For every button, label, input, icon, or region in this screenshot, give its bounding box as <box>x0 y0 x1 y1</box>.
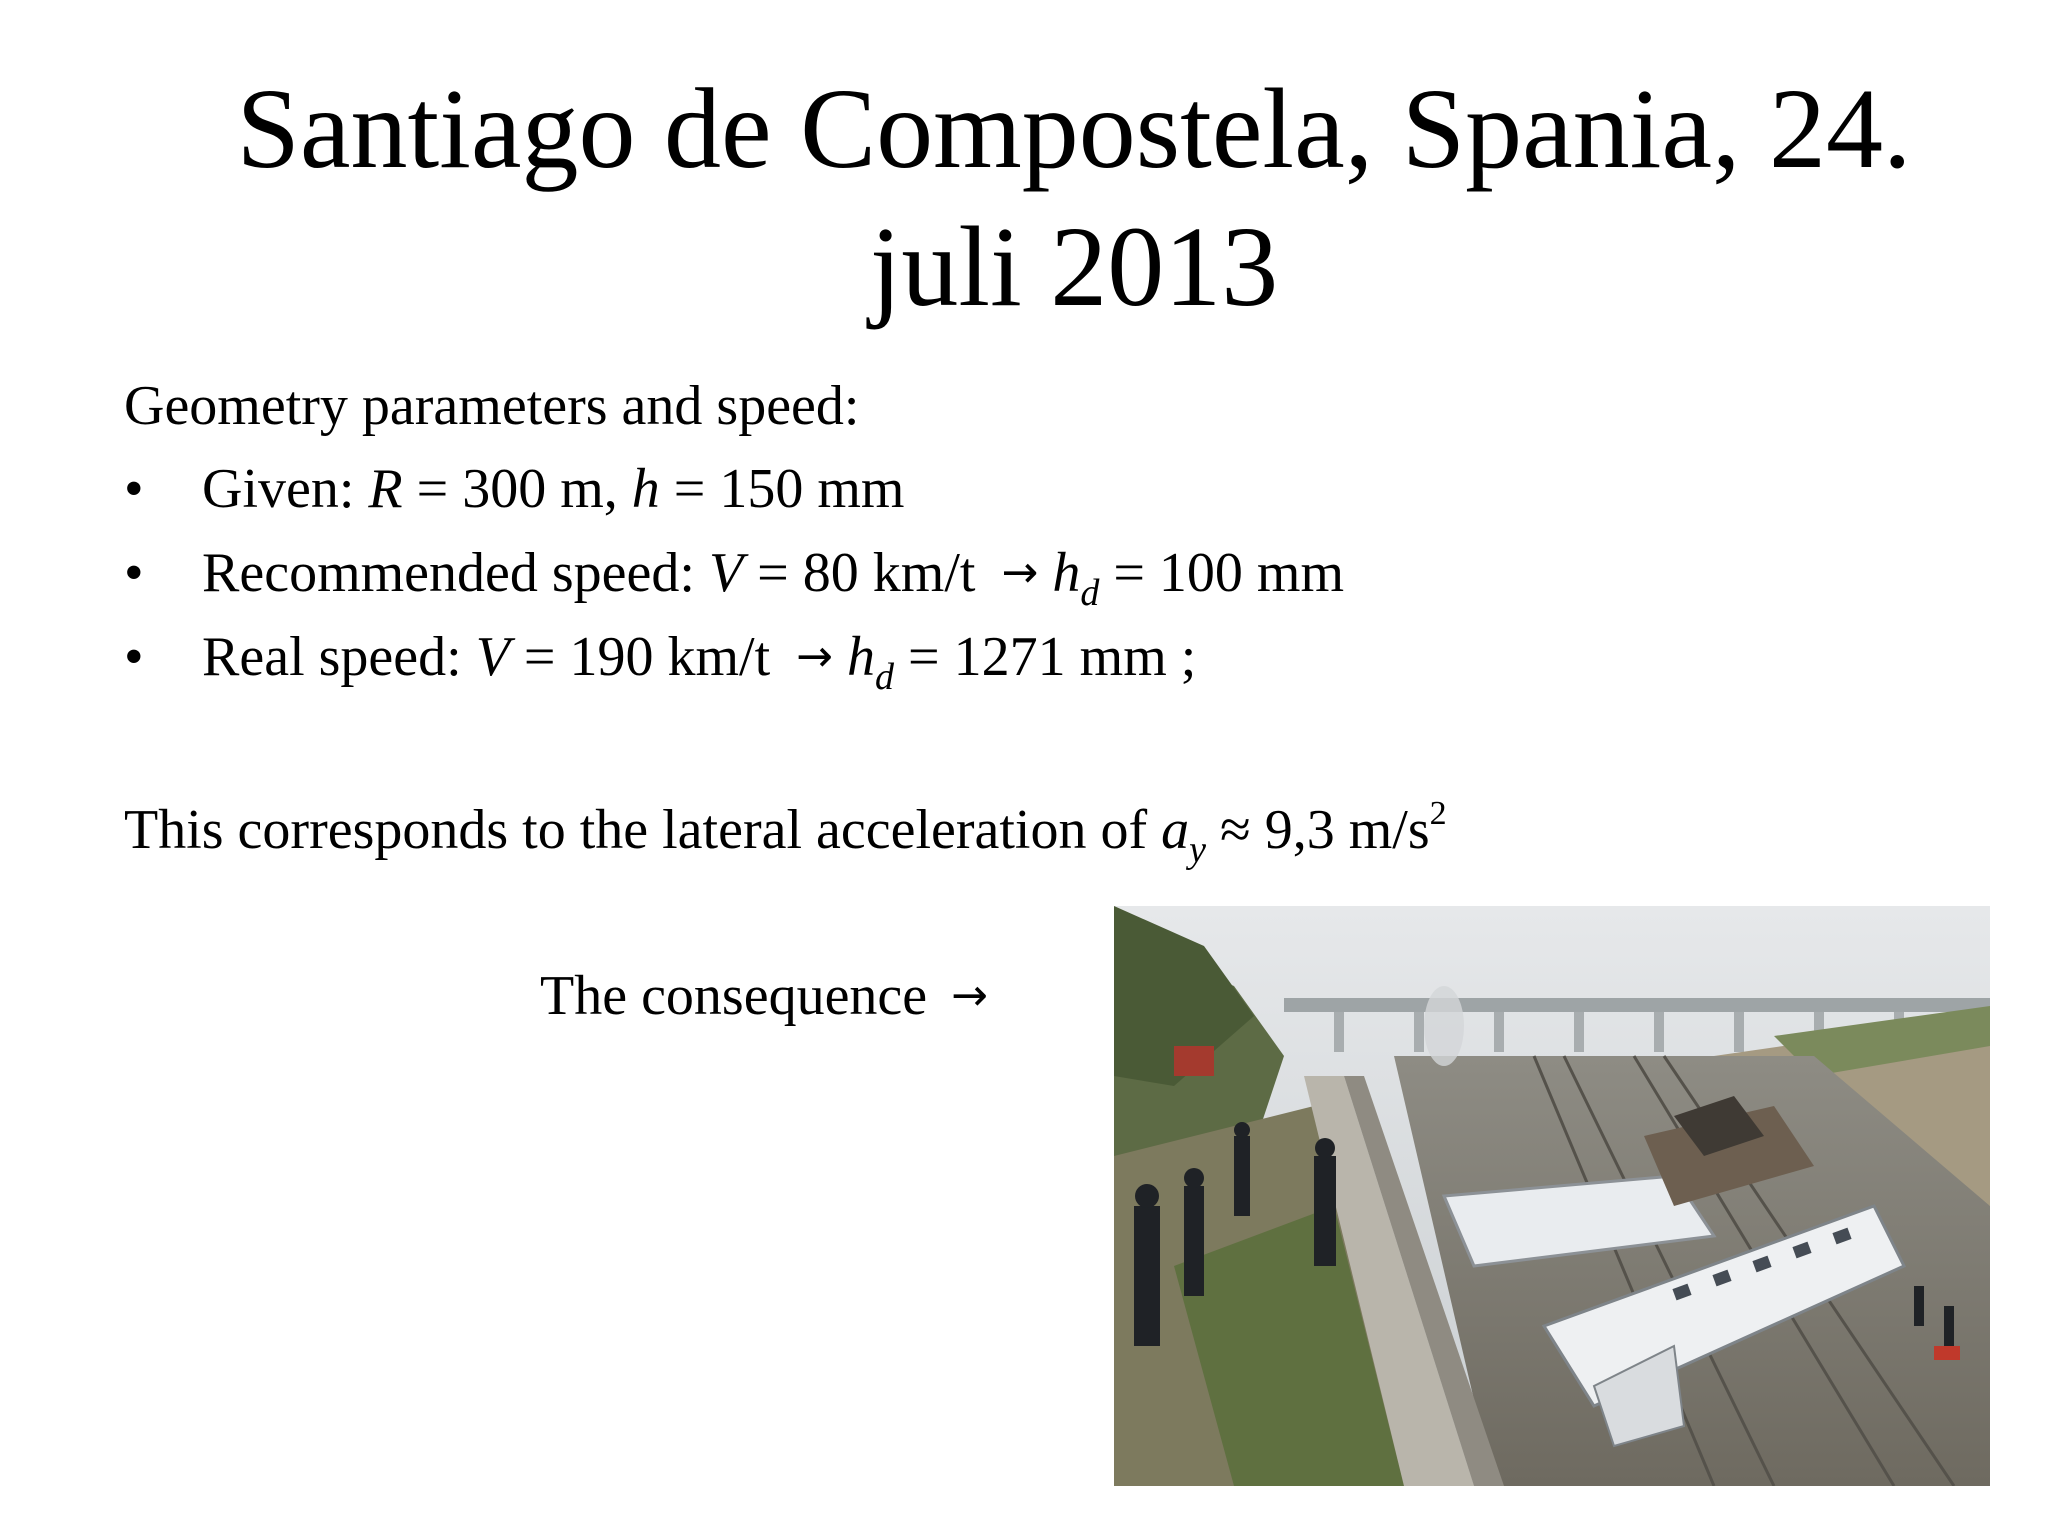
bullet-dot: • <box>124 542 144 604</box>
derailment-photo <box>1114 906 1990 1486</box>
cant-deficiency-variable: h <box>847 626 876 688</box>
cant-deficiency-variable: h <box>1052 542 1081 604</box>
bullet-given <box>124 455 1344 539</box>
radius-variable: R <box>368 458 403 520</box>
slide-title-line-1: Santiago de Compostela, Spania, 24. <box>236 65 1912 192</box>
consequence-label <box>540 962 988 1034</box>
recommended-prefix: Recommended speed: <box>202 542 709 604</box>
right-arrow-icon: → <box>1001 547 1039 598</box>
acceleration-subscript: y <box>1189 829 1206 871</box>
section-heading: Geometry parameters and speed: <box>124 375 860 437</box>
bullet-dot: • <box>124 458 144 520</box>
bullet-list <box>124 455 1344 707</box>
bullet-real-speed <box>124 623 1344 707</box>
real-speed-value: = 190 km/t <box>509 626 771 688</box>
cant-deficiency-subscript: d <box>875 656 895 698</box>
speed-variable: V <box>475 626 510 688</box>
lateral-acceleration-statement <box>124 795 1447 871</box>
acceleration-variable: a <box>1161 799 1190 861</box>
slide-title-line-2: juli 2013 <box>869 203 1279 330</box>
recommended-cant-deficiency: = 100 mm <box>1099 542 1345 604</box>
speed-variable: V <box>708 542 744 604</box>
cant-deficiency-subscript: d <box>1080 572 1100 614</box>
real-cant-deficiency: = 1271 mm ; <box>894 626 1197 688</box>
bullet-recommended-speed <box>124 539 1344 623</box>
given-prefix: Given: <box>202 458 369 520</box>
recommended-speed-value: = 80 km/t <box>743 542 976 604</box>
radius-value: = 300 m, <box>402 458 632 520</box>
right-arrow-icon: → <box>951 970 989 1021</box>
slide-title <box>100 60 2048 336</box>
acceleration-value: ≈ 9,3 m/s <box>1206 799 1430 861</box>
consequence-text: The consequence <box>540 965 942 1027</box>
cant-value: = 150 mm <box>659 458 905 520</box>
bullet-dot: • <box>124 626 144 688</box>
conclusion-prefix: This corresponds to the lateral acceleration of <box>124 799 1162 861</box>
cant-variable: h <box>631 458 660 520</box>
right-arrow-icon: → <box>796 631 834 682</box>
real-prefix: Real speed: <box>202 626 476 688</box>
derailment-photo-illustration <box>1114 906 1990 1486</box>
acceleration-exponent: 2 <box>1429 795 1447 832</box>
